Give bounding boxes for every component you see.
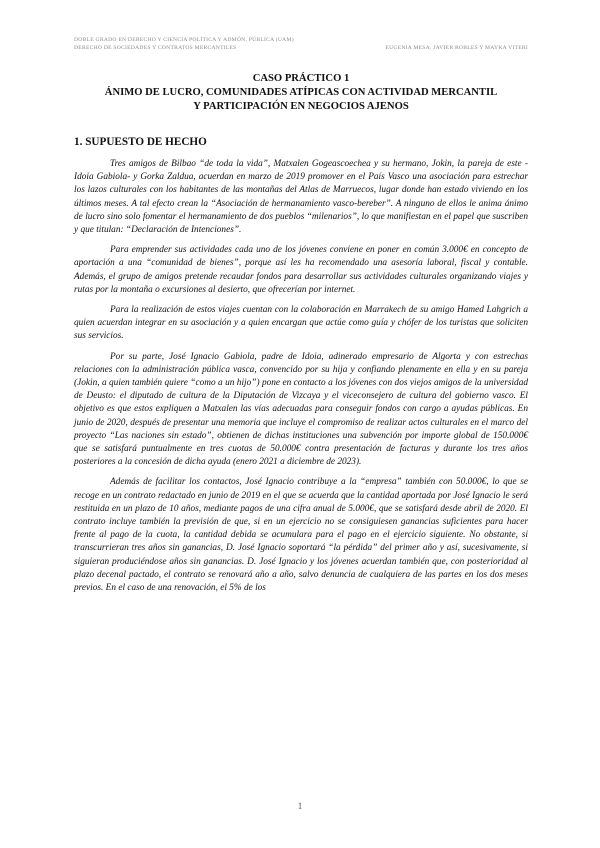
case-title-line-2: ÁNIMO DE LUCRO, COMUNIDADES ATÍPICAS CON ACTIVIDAD MERCANTIL xyxy=(104,87,498,98)
running-header xyxy=(74,36,528,52)
header-authors: EUGENIA MESA, JAVIER ROBLES Y MAYKA VITERI xyxy=(385,45,528,51)
case-title-line-1: CASO PRÁCTICO 1 xyxy=(252,73,350,84)
page-number: 1 xyxy=(297,801,303,811)
paragraph: Por su parte, José Ignacio Gabiola, padre de Idoia, adinerado empresario de Algorta y con estrechas relaciones con la administración pública vasca, convencido por su hija y confiando plenamente en ella y en su pareja (Jokin, a quien también quiere “como a un hijo”) pone en contacto a los jóvenes con dos viejos amigos de la universidad de Deusto: el diputado de cultura de la Diputación de Vizcaya y el viceconsejero de cultura del gobierno vasco. El objetivo es que estos expliquen a Matxalen las vías adecuadas para conseguir fondos con cargo a ayudas públicas. En junio de 2020, después de presentar una memoria que incluye el compromiso de realizar actos culturales en el marco del proyecto “Las naciones sin estado”, obtienen de dichas instituciones una subvención por importe global de 150.000€ que se satisfará puntualmente en tres cuotas de 50.000€ contra presentación de facturas y durante los tres años posteriores a la concesión de dicha ayuda (enero 2021 a diciembre de 2023). xyxy=(74,351,528,468)
paragraph: Además de facilitar los contactos, José Ignacio contribuye a la “empresa” también con 50.000€, lo que se recoge en un contrato redactado en junio de 2019 en el que se acuerda que la cantidad aportada por José Ignacio le será restituida en un plazo de 10 años, mediante pagos de una cifra anual de 5.000€, que se satisfará desde abril de 2020. El contrato incluye también la previsión de que, si en un ejercicio no se consiguiesen ganancias suficientes para hacer frente al pago de la cuota, la cantidad debida se acumulara para el pago en el ejercicio siguiente. No obstante, si transcurrieran tres años sin ganancias, D. José Ignacio soportará “la pérdida” del primer año y así, sucesivamente, si siguieran produciéndose años sin ganancias. D. José Ignacio y los jóvenes acuerdan también que, con posterioridad al plazo decenal pactado, el contrato se renovará año a año, salvo denuncia de cualquiera de las partes en los dos meses previos. En el caso de una renovación, el 5% de los xyxy=(74,477,528,594)
case-body xyxy=(74,158,528,602)
paragraph: Para emprender sus actividades cada uno de los jóvenes conviene en poner en común 3.000€ en concepto de aportación a una “comunidad de bienes”, porque así les ha recomendado una asesoría laboral, fiscal y contable. Además, el grupo de amigos pretende recaudar fondos para desarrollar sus actividades culturales organizando viajes y rutas por la montaña o excursiones al desierto, que ofrecerían por internet. xyxy=(74,245,528,295)
section-heading: 1. SUPUESTO DE HECHO xyxy=(74,136,207,148)
header-degree: DOBLE GRADO EN DERECHO Y CIENCIA POLÍTICA Y ADMÓN. PÚBLICA (UAM) xyxy=(74,37,294,43)
paragraph: Tres amigos de Bilbao “de toda la vida”, Matxalen Gogeascoechea y su hermano, Jokin, la pareja de este -Idoia Gabiola- y Gorka Zaldua, acuerdan en marzo de 2019 promover en el País Vasco una asociación para estrechar los lazos culturales con los habitantes de las montañas del Atlas de Marruecos, lugar donde han estado viviendo en los últimos meses. A tal efecto crean la “Asociación de hermanamiento vasco-bereber”. A ninguno de ellos le anima ánimo de lucro sino solo fomentar el hermanamiento de dos pueblos “milenarios”, lo que manifiestan en el papel que suscriben y que titulan: “Declaración de Intenciones”. xyxy=(74,159,528,236)
case-title-line-3: Y PARTICIPACIÓN EN NEGOCIOS AJENOS xyxy=(193,101,409,112)
paragraph: Para la realización de estos viajes cuentan con la colaboración en Marrakech de su amigo Hamed Lahgrich a quien acuerdan integrar en su asociación y a quien encargan que actúe como guía y chófer de los turistas que soliciten sus servicios. xyxy=(74,305,528,342)
header-course: DERECHO DE SOCIEDADES Y CONTRATOS MERCANTILES xyxy=(74,45,237,51)
case-title xyxy=(74,72,528,114)
